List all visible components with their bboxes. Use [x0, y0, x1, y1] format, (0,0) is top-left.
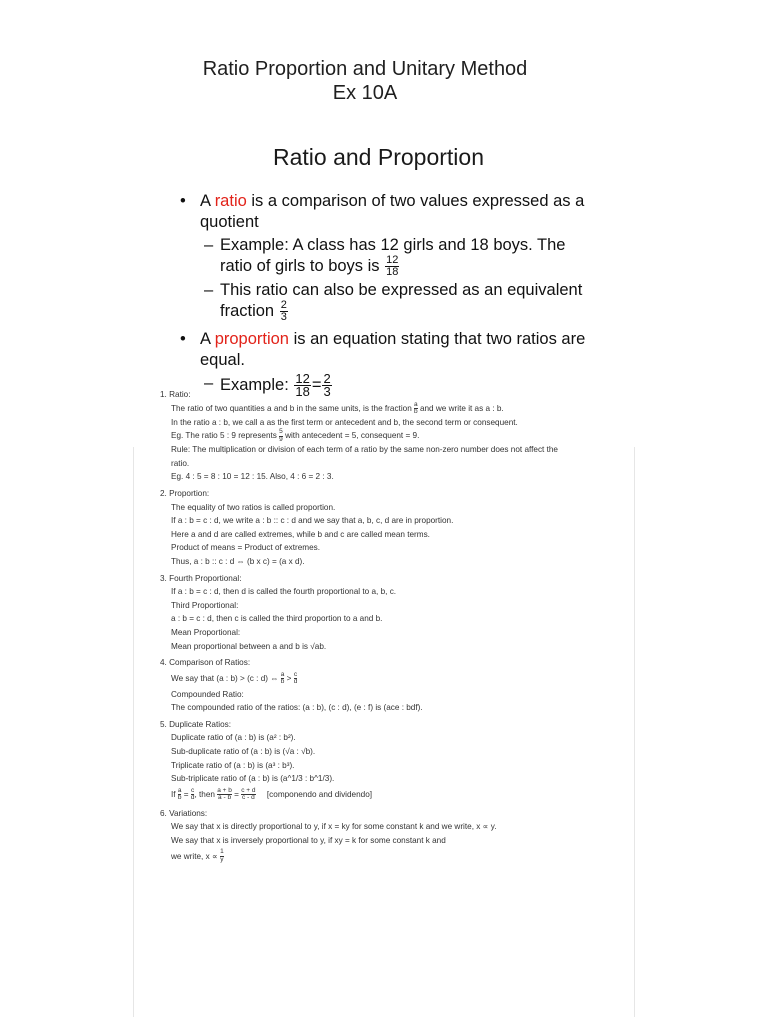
fraction-denominator: 9: [279, 435, 283, 443]
fraction-2-3: [280, 300, 288, 323]
note-line: a : b = c : d, then c is called the third proportion to a and b.: [171, 614, 383, 624]
fraction-denominator: b: [414, 408, 418, 416]
note-line: Sub-duplicate ratio of (a : b) is (√a : √b).: [171, 747, 316, 757]
section-duplicate-ratios-title: 5. Duplicate Ratios:: [160, 719, 231, 729]
subheading-compounded-ratio: Compounded Ratio:: [171, 689, 244, 699]
bullet-icon: •: [180, 192, 186, 210]
equals-sign: =: [183, 789, 189, 799]
section-proportion-title: 2. Proportion:: [160, 488, 210, 498]
fraction-a-b: [281, 672, 285, 686]
fraction-denominator: 18: [386, 266, 399, 278]
fraction-denominator: 18: [295, 384, 310, 399]
fraction-numerator: 12: [295, 371, 310, 386]
bullet-ratio-post: is a comparison of two values expressed as a quotient: [200, 192, 585, 231]
page-border-right: [634, 447, 635, 1017]
page-border-left: [133, 447, 134, 1017]
section-fourth-proportional-title: 3. Fourth Proportional:: [160, 573, 242, 583]
section-comparison-title: 4. Comparison of Ratios:: [160, 658, 251, 668]
dash-icon: –: [204, 281, 214, 299]
fraction-numerator: c: [293, 670, 298, 678]
fraction-denominator: b: [177, 794, 182, 802]
term-ratio: ratio: [214, 192, 247, 210]
bullet-proportion-pre: A: [200, 330, 215, 348]
fraction-a-b: [414, 402, 418, 416]
note-text: If: [171, 789, 176, 799]
fraction-numerator: c: [191, 786, 195, 794]
note-text: with antecedent = 5, consequent = 9.: [285, 431, 420, 441]
fraction-numerator: a: [414, 400, 418, 408]
note-line: [160, 848, 610, 866]
bullet-proportion: [180, 329, 600, 371]
slide-title: Ratio and Proportion: [273, 144, 484, 170]
note-line: We say that x is directly proportional to y, if x = ky for some constant k and we write, x ∝ y.: [171, 822, 497, 832]
fraction-a-b: [178, 788, 182, 802]
subheading-mean-proportional: Mean Proportional:: [171, 627, 241, 637]
note-line: Mean proportional between a and b is √ab.: [171, 641, 327, 651]
note-line: If a : b = c : d, we write a : b :: c : d and we say that a, b, c, d are in proportion.: [171, 516, 454, 526]
fraction-numerator: a + b: [217, 786, 232, 794]
note-text: , then: [194, 789, 215, 799]
fraction-sum-diff-ab: [217, 788, 232, 802]
fraction-denominator: c - d: [242, 794, 255, 802]
bullet-ratio: [180, 191, 600, 233]
section-ratio-title: 1. Ratio:: [160, 390, 191, 399]
fraction-denominator: d: [190, 794, 195, 802]
note-text: Eg. The ratio 5 : 9 represents: [171, 431, 277, 441]
note-line: The equality of two ratios is called proportion.: [171, 502, 336, 512]
equivalent-fraction-text: This ratio can also be expressed as an equivalent fraction: [220, 281, 583, 320]
equals-sign: =: [311, 375, 322, 394]
note-line: [160, 429, 610, 443]
greater-than-sign: >: [286, 673, 292, 683]
document-title-line2: Ex 10A: [332, 82, 398, 104]
note-line: Sub-triplicate ratio of (a : b) is (a^1/3 : b^1/3).: [171, 774, 335, 784]
term-proportion: proportion: [214, 330, 289, 348]
fraction-12-18: [385, 255, 399, 278]
bullet-icon: •: [180, 330, 186, 348]
fraction-numerator: 2: [280, 299, 287, 311]
note-line: We say that x is inversely proportional to y, if xy = k for some constant k and: [171, 836, 446, 846]
note-line: Duplicate ratio of (a : b) is (a² : b²).: [171, 733, 296, 743]
fraction-numerator: c + d: [241, 786, 256, 794]
note-line: The compounded ratio of the ratios: (a : b), (c : d), (e : f) is (ace : bdf).: [171, 703, 423, 713]
note-line: [160, 670, 610, 688]
note-line: Eg. 4 : 5 = 8 : 10 = 12 : 15. Also, 4 : 6 = 2 : 3.: [171, 472, 334, 482]
dash-icon: –: [204, 374, 214, 392]
document-title: [0, 57, 730, 105]
componendo-tag: [componendo and dividendo]: [266, 789, 373, 799]
fraction-numerator: 12: [386, 254, 399, 266]
document-title-line1: Ratio Proportion and Unitary Method: [202, 58, 528, 80]
note-line-componendo: [160, 786, 610, 804]
fraction-sum-diff-cd: [241, 788, 255, 802]
slide-content: [180, 191, 600, 398]
note-text: we write, x ∝: [171, 851, 218, 861]
note-line: If a : b = c : d, then d is called the fourth proportional to a, b, c.: [171, 587, 397, 597]
fraction-numerator: 5: [279, 428, 283, 436]
example-class-text: Example: A class has 12 girls and 18 boys. The ratio of girls to boys is: [220, 236, 566, 275]
fraction-denominator: 3: [323, 384, 331, 399]
fraction-numerator: 2: [323, 371, 331, 386]
note-line: Thus, a : b :: c : d ⇔ (b x c) = (a x d).: [171, 556, 305, 566]
dash-icon: –: [204, 236, 214, 254]
subheading-third-proportional: Third Proportional:: [171, 600, 239, 610]
note-line: Triplicate ratio of (a : b) is (a³ : b³).: [171, 760, 295, 770]
note-line: ratio.: [171, 458, 190, 468]
bullet-proportion-post: is an equation stating that two ratios are equal.: [200, 330, 586, 369]
example-label: Example:: [220, 375, 289, 394]
note-line: Rule: The multiplication or division of each term of a ratio by the same non-zero number does not affect the: [171, 445, 558, 455]
fraction-denominator: d: [293, 678, 298, 686]
note-line: Here a and d are called extremes, while b and c are called mean terms.: [171, 529, 430, 539]
note-line: [160, 402, 610, 416]
fraction-5-9: [279, 429, 283, 443]
fraction-1-y: [220, 849, 224, 863]
note-text: The ratio of two quantities a and b in the same units, is the fraction: [171, 403, 412, 413]
fraction-denominator: y: [220, 855, 224, 863]
fraction-numerator: a: [177, 786, 182, 794]
section-variations-title: 6. Variations:: [160, 808, 208, 818]
fraction-denominator: a - b: [218, 794, 232, 802]
sub-bullet-example-class: [180, 235, 600, 278]
note-text: We say that (a : b) > (c : d) ⇔: [171, 673, 279, 683]
fraction-numerator: 1: [220, 848, 224, 856]
fraction-numerator: a: [280, 670, 285, 678]
fraction-denominator: 3: [280, 311, 287, 323]
fraction-c-d: [294, 672, 298, 686]
equals-sign: =: [234, 789, 239, 799]
bullet-ratio-pre: A: [200, 192, 215, 210]
note-line: In the ratio a : b, we call a as the first term or antecedent and b, the second term or consequent.: [171, 417, 518, 427]
note-text: and we write it as a : b.: [419, 403, 504, 413]
sub-bullet-equivalent-fraction: [180, 280, 600, 323]
note-line: Product of means = Product of extremes.: [171, 543, 321, 553]
fraction-denominator: b: [280, 678, 285, 686]
